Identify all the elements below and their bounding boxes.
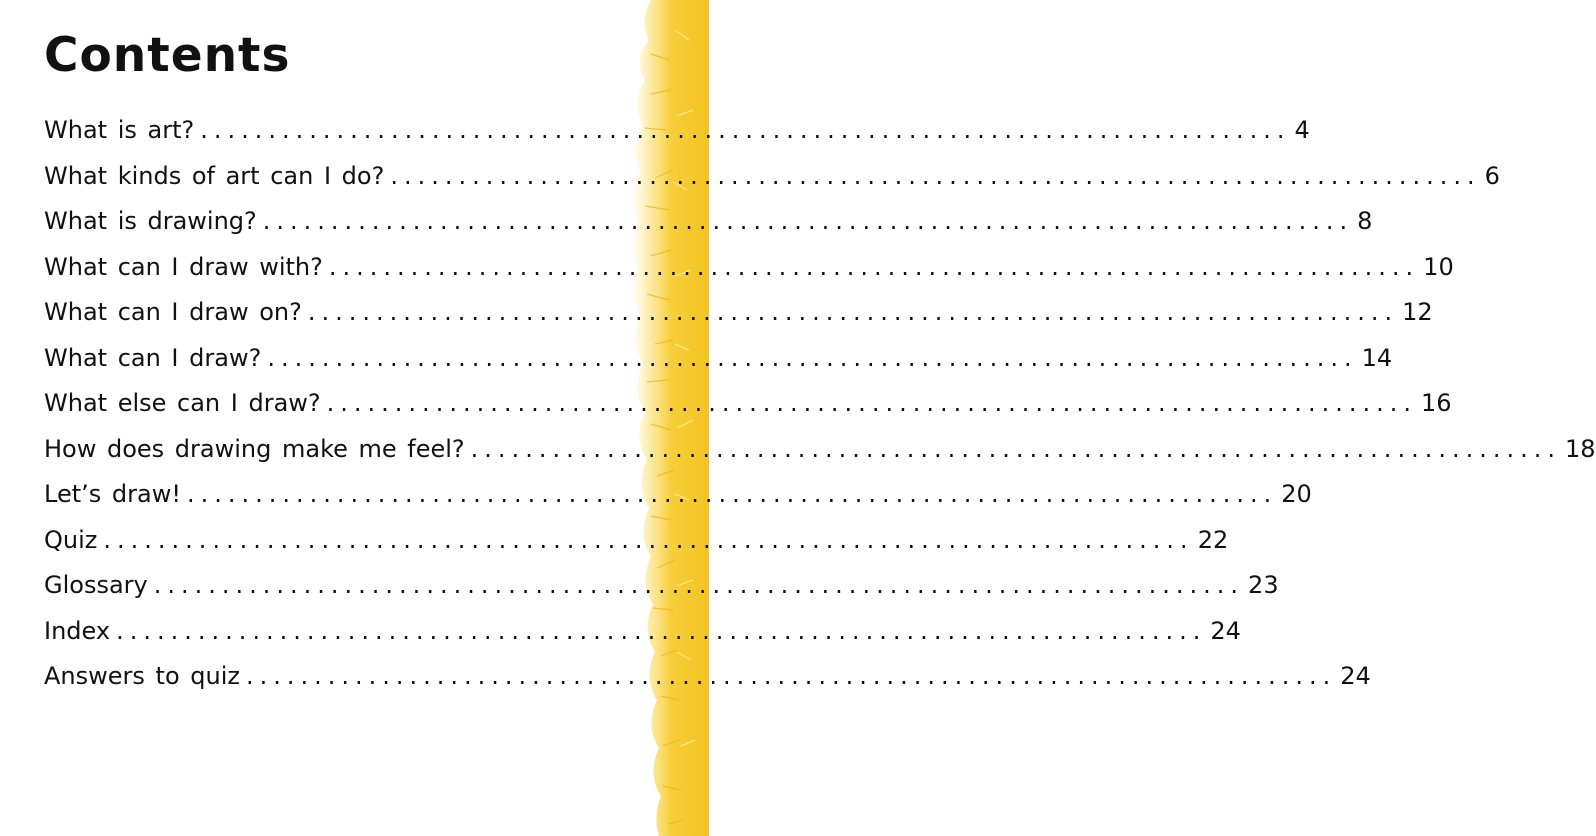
dot-leader: ................................................................................ [200, 116, 1291, 144]
toc-entry-page: 24 [1340, 662, 1371, 690]
toc-entry-title: Answers to quiz [44, 662, 240, 690]
toc-entry [44, 472, 1312, 518]
toc-entry [44, 290, 1433, 336]
dot-leader: ................................................................................ [116, 616, 1207, 645]
toc-entry [44, 336, 1393, 382]
toc-entry [44, 518, 1229, 564]
dot-leader: ................................................................................ [470, 434, 1561, 463]
dot-leader: ................................................................................ [186, 480, 1278, 508]
toc-entry-page: 12 [1402, 298, 1433, 326]
toc-entry [44, 245, 1454, 291]
toc-entry-title: What can I draw with? [44, 252, 323, 281]
toc-entry [44, 654, 1371, 700]
dot-leader: ................................................................................ [245, 662, 1337, 690]
toc-entry [44, 427, 1596, 473]
dot-leader: ................................................................................ [328, 252, 1420, 281]
toc-entry-title: What is art? [44, 116, 195, 144]
toc-entry [44, 563, 1279, 609]
table-of-contents [44, 108, 1596, 700]
toc-entry-page: 8 [1357, 207, 1373, 235]
toc-entry-title: What can I draw on? [44, 298, 302, 326]
toc-entry [44, 154, 1500, 200]
toc-entry-page: 14 [1361, 343, 1393, 372]
dot-leader: ................................................................................ [307, 298, 1399, 326]
toc-entry-page: 20 [1281, 480, 1312, 508]
toc-entry-title: How does drawing make me feel? [44, 434, 465, 463]
toc-entry [44, 199, 1373, 245]
toc-entry-title: What is drawing? [44, 207, 257, 235]
toc-entry [44, 609, 1241, 655]
toc-entry-page: 16 [1420, 389, 1452, 417]
toc-entry-title: Let’s draw! [44, 480, 181, 508]
toc-entry-title: Quiz [44, 525, 98, 554]
toc-entry-page: 24 [1210, 616, 1241, 645]
toc-entry-page: 10 [1423, 252, 1454, 281]
dot-leader: ................................................................................ [390, 161, 1481, 190]
dot-leader: ................................................................................ [326, 389, 1417, 417]
toc-entry [44, 381, 1452, 427]
toc-entry-title: What else can I draw? [44, 389, 321, 417]
toc-entry-title: What can I draw? [44, 343, 262, 372]
toc-entry-page: 23 [1248, 571, 1279, 599]
toc-entry-title: Index [44, 616, 111, 645]
page-title: Contents [44, 28, 291, 83]
toc-entry-title: Glossary [44, 571, 148, 599]
dot-leader: ................................................................................ [267, 343, 1358, 372]
toc-entry-page: 22 [1197, 525, 1229, 554]
toc-entry-page: 4 [1294, 116, 1310, 144]
toc-entry-page: 6 [1484, 161, 1500, 190]
dot-leader: ................................................................................ [153, 571, 1245, 599]
dot-leader: ................................................................................ [103, 525, 1194, 554]
dot-leader: ................................................................................ [262, 207, 1354, 235]
toc-entry [44, 108, 1310, 154]
toc-entry-page: 18 [1564, 434, 1596, 463]
toc-entry-title: What kinds of art can I do? [44, 161, 385, 190]
